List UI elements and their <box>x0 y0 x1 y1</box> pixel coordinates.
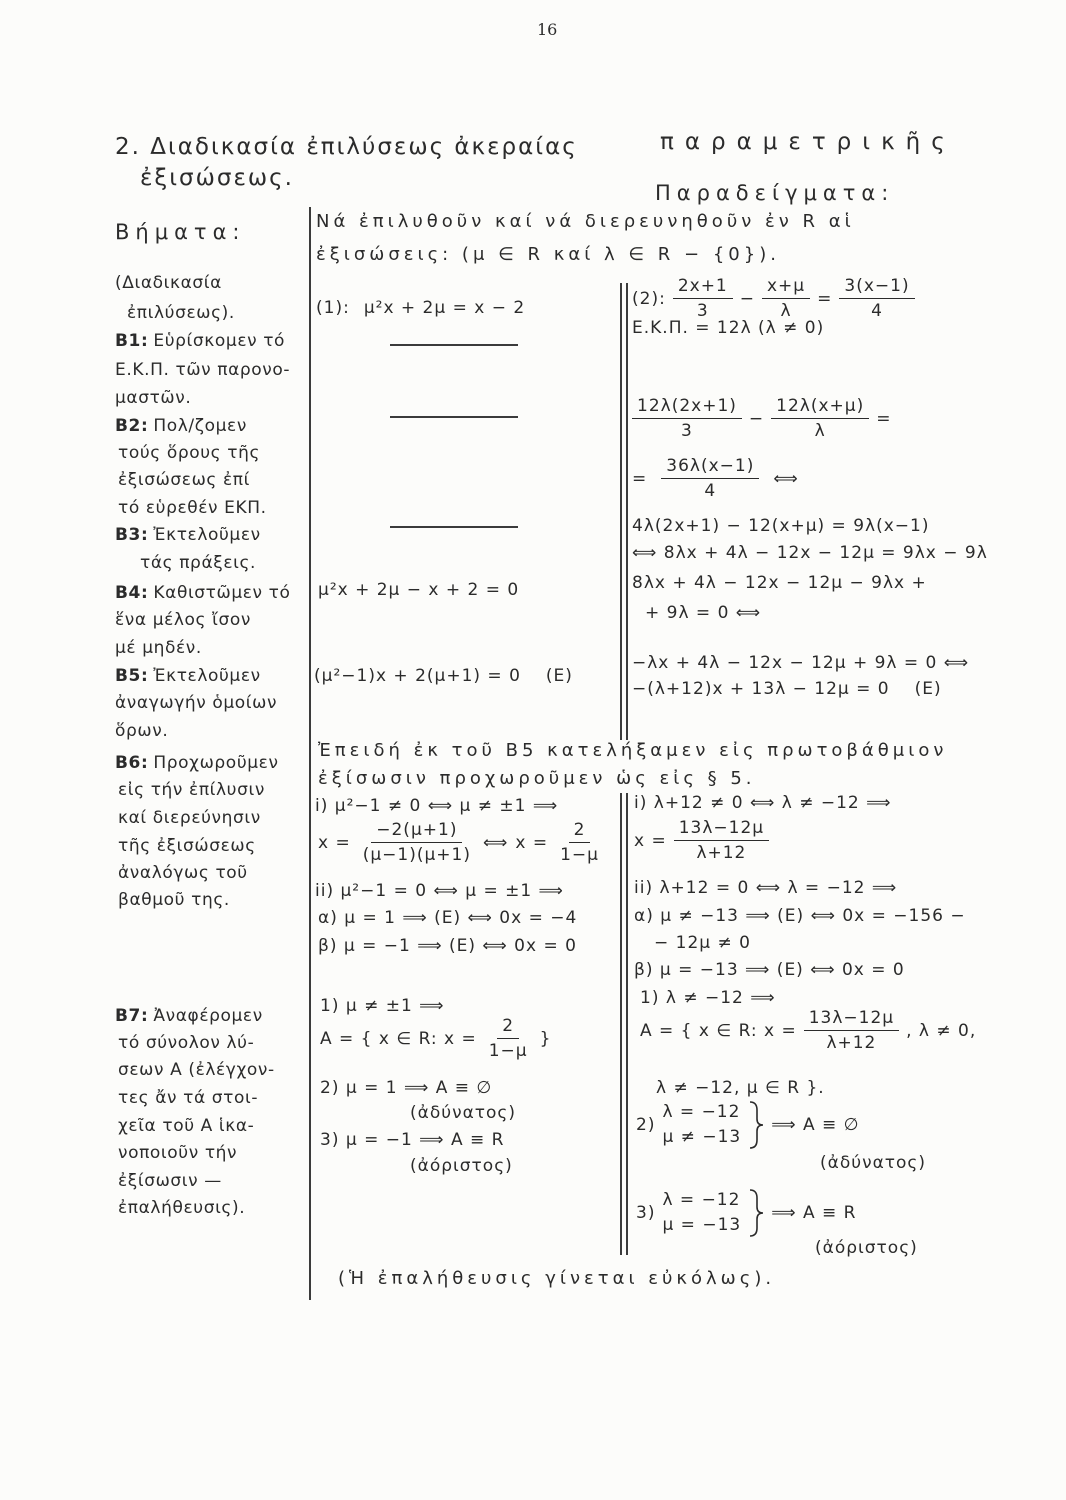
step-label: Β3: <box>115 525 149 545</box>
derivation-line: ⟺ 8λx + 4λ − 12x − 12μ = 9λx − 9λ <box>632 543 988 563</box>
step-text: Ἀναφέρομεν <box>153 1006 263 1026</box>
condition: λ = −12 <box>662 1102 741 1122</box>
example2-case-i: i) λ+12 ≠ 0 ⟺ λ ≠ −12 ⟹ <box>634 793 892 813</box>
numerator: 2 <box>497 1016 519 1039</box>
blank-rule <box>390 416 518 418</box>
example1-case-b: β) μ = −1 ⟹ (E) ⟺ 0x = 0 <box>318 936 577 956</box>
solution-lhs: x = <box>634 830 667 851</box>
set-tail: , λ ≠ 0, <box>906 1020 977 1041</box>
operator: − <box>739 288 755 309</box>
example1-case-i: i) μ²−1 ≠ 0 ⟺ μ ≠ ±1 ⟹ <box>315 796 559 816</box>
fraction <box>555 820 604 865</box>
numerator: 13λ−12μ <box>804 1008 899 1031</box>
step-b6 <box>115 753 279 773</box>
set-close: } <box>539 1028 552 1049</box>
step-text: ἕνα μέλος ἴσον <box>115 610 251 630</box>
denominator: 1−μ <box>560 845 599 865</box>
column-divider-double <box>620 283 622 740</box>
example1-solution <box>318 820 604 865</box>
solution-lhs: x = <box>515 832 549 853</box>
equation-label: (1): <box>316 298 350 318</box>
denominator: (μ−1)(μ+1) <box>362 845 471 865</box>
denominator: λ <box>780 301 792 321</box>
page-number: 16 <box>537 20 558 39</box>
step-text: καί διερεύνησιν <box>118 808 261 828</box>
intro-line: ἐξισώσεις: (μ ∈ R καί λ ∈ R − {0}). <box>316 244 780 265</box>
column-divider-double <box>626 283 628 740</box>
column-divider <box>309 207 311 1300</box>
column-divider-double <box>620 793 622 1255</box>
step-text: Ε.Κ.Π. τῶν παρονο- <box>115 360 291 380</box>
example2-multiplied-rhs <box>632 456 799 501</box>
example1-standard-form: μ²x + 2μ − x + 2 = 0 <box>318 580 520 600</box>
example2-result-3 <box>636 1188 856 1238</box>
example2-reduced <box>632 679 942 699</box>
equation-label: (2): <box>632 288 666 309</box>
numerator: x+μ <box>762 276 810 299</box>
step-b4 <box>115 583 290 603</box>
solution-lhs: x = <box>318 832 351 853</box>
denominator: 3 <box>681 421 693 441</box>
condition: μ = −13 <box>662 1215 742 1235</box>
example2-result-2 <box>636 1100 859 1150</box>
step-text: Προχωροῦμεν <box>153 753 279 773</box>
example2-multiplied <box>632 396 891 441</box>
equivalence-arrow: ⟺ <box>483 832 509 853</box>
example2-result-3-note: (ἀόριστος) <box>815 1238 918 1258</box>
step-text: Καθιστῶμεν τό <box>153 583 291 603</box>
step-text: ἐξίσωσιν — <box>118 1171 222 1191</box>
right-brace-icon <box>748 1100 764 1150</box>
denominator: 4 <box>871 301 883 321</box>
example2-case-a-cont: − 12μ ≠ 0 <box>654 933 751 953</box>
fraction <box>762 276 810 321</box>
step-b5 <box>115 666 261 686</box>
equation-text: −(λ+12)x + 13λ − 12μ = 0 <box>632 679 890 699</box>
fraction <box>839 276 914 321</box>
step-label: Β6: <box>115 753 149 773</box>
section-title: 2. Διαδικασία ἐπιλύσεως ἀκεραίας <box>115 134 578 160</box>
fraction <box>771 396 869 441</box>
numerator: 36λ(x−1) <box>661 456 759 479</box>
example2-result-2-note: (ἀδύνατος) <box>820 1153 927 1173</box>
step-b3 <box>115 525 261 545</box>
result-label: 2) <box>636 1115 656 1135</box>
equation-text: (μ²−1)x + 2(μ+1) = 0 <box>314 666 521 686</box>
step-b7 <box>115 1006 263 1026</box>
blank-rule <box>390 344 518 346</box>
step-text: Ἐκτελοῦμεν <box>153 525 261 545</box>
column-divider-double <box>626 793 628 1255</box>
step-text: ἀναλόγως τοῦ <box>118 863 248 883</box>
example1-result-3: 3) μ = −1 ⟹ A ≡ R <box>320 1130 505 1150</box>
step-label: Β1: <box>115 331 149 351</box>
denominator: 1−μ <box>488 1041 528 1061</box>
blank-rule <box>390 526 518 528</box>
example1-equation <box>316 298 525 318</box>
fraction <box>358 820 476 865</box>
transition-line: Ἐπειδή ἐκ τοῦ Β5 κατελήξαμεν εἰς πρωτοβάθμιον <box>318 740 948 761</box>
intro-line: Νά ἐπιλυθοῦν καί νά διερευνηθοῦν ἐν R αἱ <box>316 211 855 232</box>
step-text: χεῖα τοῦ A ἱκα- <box>118 1116 255 1136</box>
step-label: Β7: <box>115 1006 149 1026</box>
condition: λ = −12 <box>662 1190 741 1210</box>
step-text: εἰς τήν ἐπίλυσιν <box>118 780 265 800</box>
step-text: τῆς ἐξισώσεως <box>118 836 256 856</box>
example2-equation <box>632 276 915 321</box>
conclusion: ⟹ A ≡ R <box>771 1203 857 1223</box>
denominator: 4 <box>704 481 717 501</box>
fraction <box>804 1008 899 1053</box>
equation-text: μ²x + 2μ = x − 2 <box>363 298 526 318</box>
example2-solution-set <box>640 1008 976 1053</box>
step-text: σεων A (ἐλέγχον- <box>118 1060 275 1080</box>
step-text: ἐξισώσεως ἐπί <box>118 470 250 490</box>
fraction <box>674 818 769 863</box>
step-text: τες ἄν τά στοι- <box>118 1088 259 1108</box>
equation-tag: (E) <box>545 666 573 686</box>
fraction <box>632 396 742 441</box>
fraction <box>484 1016 533 1061</box>
step-b2 <box>115 416 247 436</box>
denominator: λ+12 <box>826 1033 877 1053</box>
example1-result-3-note: (ἀόριστος) <box>410 1156 513 1176</box>
verification-note: (Ἡ ἐπαλήθευσις γίνεται εὐκόλως). <box>338 1268 776 1289</box>
condition-stack <box>662 1188 741 1238</box>
numerator: 13λ−12μ <box>674 818 769 841</box>
step-text: τό εὑρεθέν ΕΚΠ. <box>118 498 267 518</box>
steps-subheading: (Διαδικασία <box>115 273 222 293</box>
operator: = <box>876 408 892 429</box>
fraction <box>673 276 733 321</box>
example1-case-ii: ii) μ²−1 = 0 ⟺ μ = ±1 ⟹ <box>315 881 564 901</box>
example2-lcm: Ε.Κ.Π. = 12λ (λ ≠ 0) <box>632 318 825 338</box>
numerator: 2 <box>569 820 591 843</box>
example1-reduced <box>314 666 573 686</box>
step-b1 <box>115 331 285 351</box>
step-text: Εὑρίσκομεν τό <box>153 331 286 351</box>
step-text: Πολ/ζομεν <box>153 416 247 436</box>
step-text: τάς πράξεις. <box>140 553 257 573</box>
numerator: 2x+1 <box>673 276 733 299</box>
transition-line: ἐξίσωσιν προχωροῦμεν ὡς εἰς § 5. <box>318 768 756 789</box>
step-text: ὅρων. <box>115 721 169 741</box>
set-open: A = { x ∈ R: x = <box>320 1028 477 1049</box>
example1-solution-set <box>320 1016 551 1061</box>
equation-tag: (E) <box>914 679 942 699</box>
example2-case-b: β) μ = −13 ⟹ (E) ⟺ 0x = 0 <box>634 960 905 980</box>
numerator: 3(x−1) <box>839 276 914 299</box>
derivation-line: −λx + 4λ − 12x − 12μ + 9λ = 0 ⟺ <box>632 653 970 673</box>
example1-result-2-note: (ἀδύνατος) <box>410 1103 517 1123</box>
step-label: Β5: <box>115 666 149 686</box>
step-label: Β2: <box>115 416 149 436</box>
example1-result-1: 1) μ ≠ ±1 ⟹ <box>320 996 445 1016</box>
set-open: A = { x ∈ R: x = <box>640 1020 797 1041</box>
fraction <box>661 456 759 501</box>
step-text: μέ μηδέν. <box>115 638 202 658</box>
conclusion: ⟹ A ≡ ∅ <box>771 1115 860 1135</box>
operator: − <box>748 408 765 429</box>
section-title-line2: ἐξισώσεως. <box>140 165 294 191</box>
step-label: Β4: <box>115 583 149 603</box>
operator: = <box>632 468 648 489</box>
example1-result-2: 2) μ = 1 ⟹ A ≡ ∅ <box>320 1078 493 1098</box>
example2-case-a: α) μ ≠ −13 ⟹ (E) ⟺ 0x = −156 − <box>634 906 966 926</box>
denominator: λ+12 <box>696 843 747 863</box>
condition: μ ≠ −13 <box>662 1127 742 1147</box>
step-text: Ἐκτελοῦμεν <box>153 666 261 686</box>
derivation-line: + 9λ = 0 ⟺ <box>645 603 762 623</box>
step-text: ἐπαλήθευσις). <box>118 1198 246 1218</box>
example2-result-1: 1) λ ≠ −12 ⟹ <box>640 988 776 1008</box>
result-label: 3) <box>636 1203 656 1223</box>
step-text: τό σύνολον λύ- <box>118 1033 255 1053</box>
section-title-end: παραμετρικῆς <box>660 129 956 155</box>
step-text: νοποιοῦν τήν <box>118 1143 238 1163</box>
steps-subheading: ἐπιλύσεως). <box>127 303 235 323</box>
denominator: 3 <box>696 301 709 321</box>
example2-case-ii: ii) λ+12 = 0 ⟺ λ = −12 ⟹ <box>634 878 898 898</box>
condition-stack <box>662 1100 741 1150</box>
denominator: λ <box>814 421 826 441</box>
examples-heading: Παραδείγματα: <box>655 181 895 205</box>
equivalence-arrow: ⟺ <box>773 468 799 489</box>
numerator: −2(μ+1) <box>371 820 462 843</box>
example2-solution <box>634 818 769 863</box>
example2-solution-set-cont: λ ≠ −12, μ ∈ R }. <box>656 1078 825 1098</box>
derivation-line: 4λ(2x+1) − 12(x+μ) = 9λ(x−1) <box>632 516 930 536</box>
step-text: βαθμοῦ της. <box>118 890 230 910</box>
step-text: τούς ὅρους τῆς <box>118 443 261 463</box>
step-text: μαστῶν. <box>115 388 192 408</box>
right-brace-icon <box>748 1188 764 1238</box>
numerator: 12λ(x+μ) <box>771 396 869 419</box>
operator: = <box>817 288 833 309</box>
example1-case-a: α) μ = 1 ⟹ (E) ⟺ 0x = −4 <box>318 908 578 928</box>
numerator: 12λ(2x+1) <box>632 396 742 419</box>
step-text: ἀναγωγήν ὁμοίων <box>115 693 278 713</box>
derivation-line: 8λx + 4λ − 12x − 12μ − 9λx + <box>632 573 927 593</box>
steps-heading: Βήματα: <box>115 220 246 244</box>
